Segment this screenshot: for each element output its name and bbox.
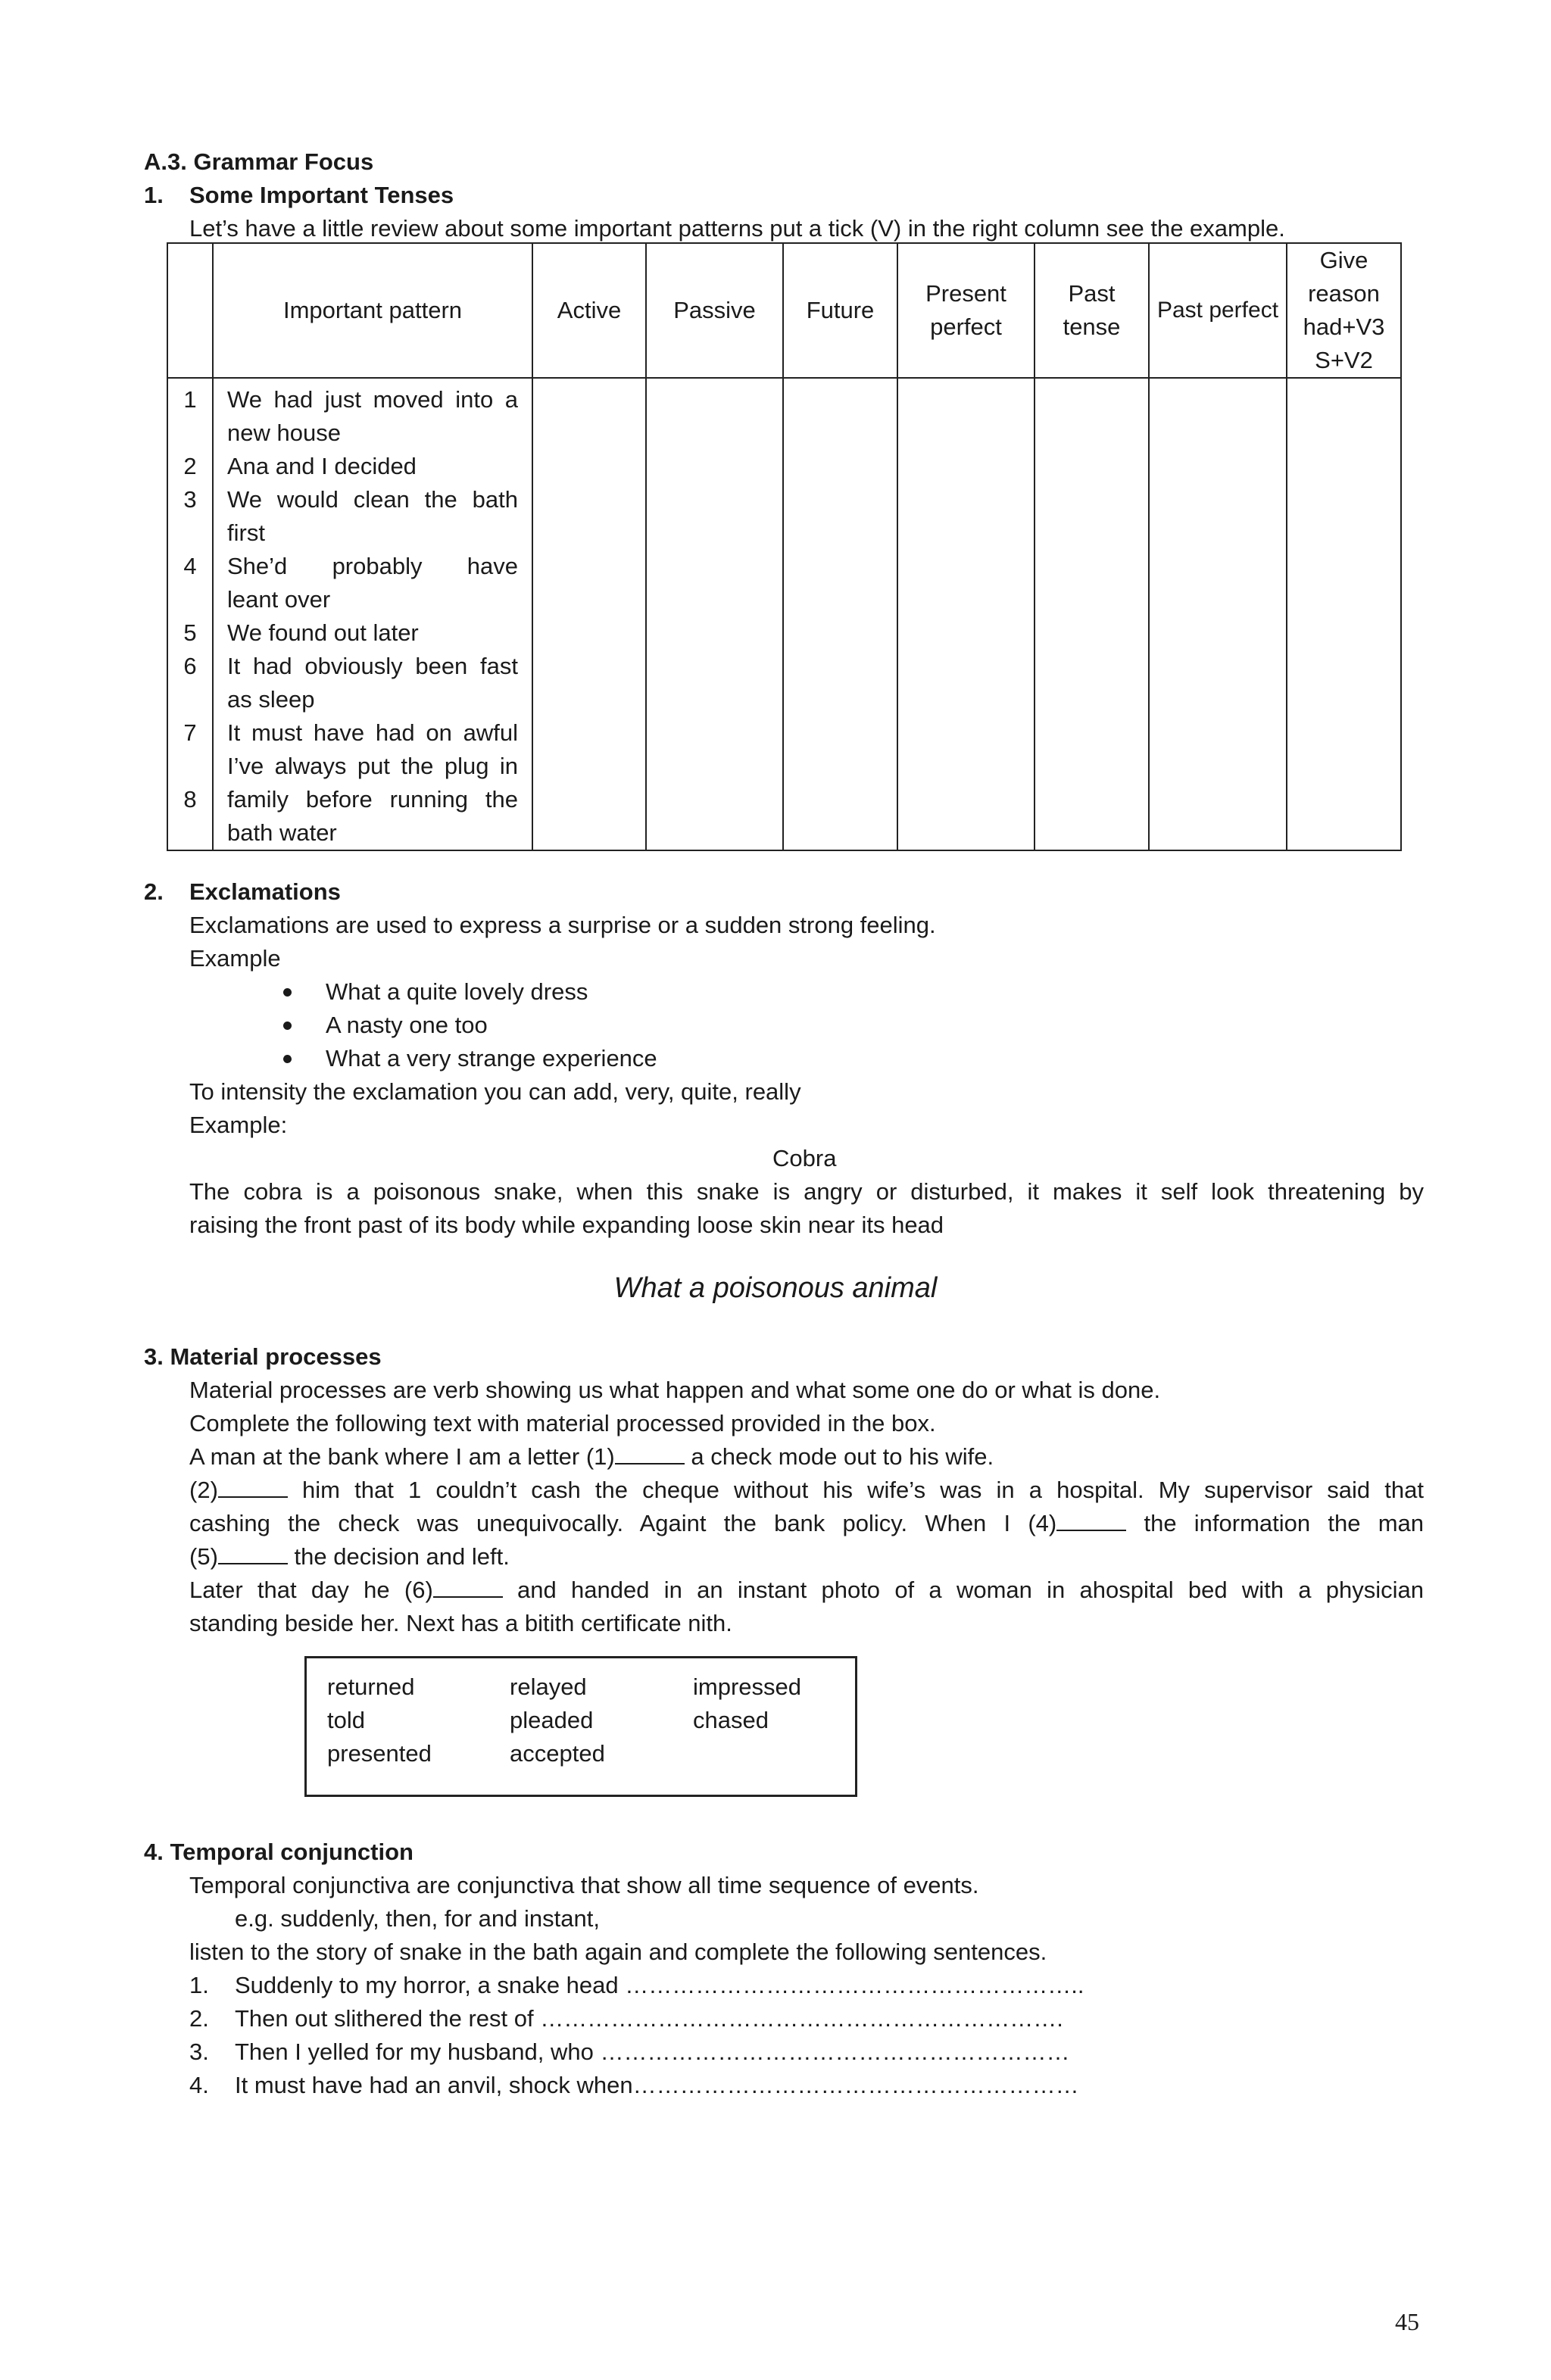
tenses-table — [167, 242, 1402, 851]
word-option: told — [327, 1707, 365, 1733]
cell-passive[interactable] — [646, 378, 783, 850]
word-option: accepted — [510, 1740, 605, 1767]
bullet-icon — [283, 1055, 292, 1063]
s2-intensify: To intensity the exclamation you can add, very, quite, really — [189, 1078, 801, 1105]
page-number: 45 — [1395, 2308, 1419, 2335]
list-item: Then out slithered the rest of …………………………………………………………. — [235, 2005, 1063, 2032]
s4-line: e.g. suddenly, then, for and instant, — [235, 1905, 600, 1932]
cell-give-reason[interactable] — [1287, 378, 1401, 850]
row-numbers: 1 2 3 4 5 6 7 8 — [167, 378, 213, 850]
header-past-perfect: Past perfect — [1149, 243, 1287, 378]
cell-past-tense[interactable] — [1035, 378, 1149, 850]
header-past-tense: Past tense — [1035, 243, 1149, 378]
s2-title: Exclamations — [189, 878, 341, 905]
pattern-line: We found out later — [227, 619, 419, 646]
word-option: relayed — [510, 1673, 587, 1700]
word-option: pleaded — [510, 1707, 594, 1733]
pattern-line: Ana and I decided — [227, 453, 417, 479]
cobra-title: Cobra — [772, 1145, 837, 1171]
exclamation-example: What a poisonous animal — [613, 1272, 938, 1304]
cobra-text-line: The cobra is a poisonous snake, when this snake is angry or disturbed, it makes it self look threatening by — [189, 1178, 1424, 1205]
cobra-text-line: raising the front past of its body while expanding loose skin near its head — [189, 1212, 944, 1238]
s1-title: Some Important Tenses — [189, 182, 454, 208]
s2-example-label: Example — [189, 945, 281, 972]
s3-line: Material processes are verb showing us what happen and what some one do or what is done. — [189, 1377, 1161, 1403]
list-item-number: 3. — [189, 2038, 209, 2065]
header-important-pattern: Important pattern — [213, 243, 532, 378]
list-item-number: 1. — [189, 1972, 209, 1998]
s3-line: Complete the following text with material processed provided in the box. — [189, 1410, 936, 1436]
s4-line: Temporal conjunctiva are conjunctiva that show all time sequence of events. — [189, 1872, 979, 1898]
blank-2[interactable] — [218, 1474, 288, 1498]
pattern-line: as sleep — [227, 686, 315, 713]
blank-5[interactable] — [218, 1540, 288, 1564]
pattern-line: bath water — [227, 819, 337, 846]
list-item: Suddenly to my horror, a snake head ………………………………………………….. — [235, 1972, 1084, 1998]
pattern-line: leant over — [227, 586, 331, 613]
blank-4[interactable] — [1056, 1507, 1126, 1531]
section-title: A.3. Grammar Focus — [144, 148, 374, 175]
pattern-list — [213, 378, 532, 850]
list-item: It must have had an anvil, shock when………………………………………………… — [235, 2072, 1079, 2098]
list-item-number: 4. — [189, 2072, 209, 2098]
word-box — [304, 1656, 857, 1797]
cell-future[interactable] — [783, 378, 897, 850]
pattern-line: family before running the — [227, 786, 518, 813]
header-present-perfect: Present perfect — [897, 243, 1035, 378]
s3-paragraph-line: standing beside her. Next has a bitith certificate nith. — [189, 1610, 732, 1636]
list-item: Then I yelled for my husband, who …………………………………………………… — [235, 2038, 1070, 2065]
header-future: Future — [783, 243, 897, 378]
word-option: impressed — [693, 1673, 801, 1700]
s3-title: 3. Material processes — [144, 1343, 382, 1370]
header-number — [167, 243, 213, 378]
s3-paragraph-line: Later that day he (6) and handed in an instant photo of a woman in ahospital bed with a physician — [189, 1574, 1424, 1607]
word-option: returned — [327, 1673, 415, 1700]
s2-number: 2. — [144, 878, 164, 905]
cell-active[interactable] — [532, 378, 646, 850]
cell-past-perfect[interactable] — [1149, 378, 1287, 850]
pattern-line: We would clean the bath — [227, 486, 518, 513]
s2-description: Exclamations are used to express a surprise or a sudden strong feeling. — [189, 912, 936, 938]
blank-6[interactable] — [433, 1574, 503, 1598]
cell-present-perfect[interactable] — [897, 378, 1035, 850]
bullet-icon — [283, 988, 292, 997]
list-item-number: 2. — [189, 2005, 209, 2032]
word-option: presented — [327, 1740, 432, 1767]
s3-paragraph-line: (2) him that 1 couldn’t cash the cheque without his wife’s was in a hospital. My supervisor said that — [189, 1474, 1424, 1507]
pattern-line: first — [227, 519, 265, 546]
s4-title: 4. Temporal conjunction — [144, 1839, 413, 1865]
blank-1[interactable] — [615, 1440, 685, 1464]
s3-paragraph-line: (5) the decision and left. — [189, 1540, 510, 1574]
s3-paragraph-line: A man at the bank where I am a letter (1) a check mode out to his wife. — [189, 1440, 994, 1474]
s1-instruction: Let’s have a little review about some important patterns put a tick (V) in the right column see the example. — [189, 215, 1285, 242]
pattern-line: It had obviously been fast — [227, 653, 518, 679]
s3-paragraph-line: cashing the check was unequivocally. Againt the bank policy. When I (4) the information the man — [189, 1507, 1424, 1540]
s1-number: 1. — [144, 182, 164, 208]
word-option: chased — [693, 1707, 769, 1733]
header-give-reason: Give reason had+V3 S+V2 — [1287, 243, 1401, 378]
header-active: Active — [532, 243, 646, 378]
s4-line: listen to the story of snake in the bath again and complete the following sentences. — [189, 1939, 1047, 1965]
pattern-line: I’ve always put the plug in — [227, 753, 518, 779]
pattern-line: We had just moved into a — [227, 386, 518, 413]
s2-example-label-2: Example: — [189, 1112, 288, 1138]
bullet-icon — [283, 1022, 292, 1030]
pattern-line: She’d probably have — [227, 553, 518, 579]
pattern-line: It must have had on awful — [227, 719, 518, 746]
pattern-line: new house — [227, 420, 341, 446]
header-passive: Passive — [646, 243, 783, 378]
